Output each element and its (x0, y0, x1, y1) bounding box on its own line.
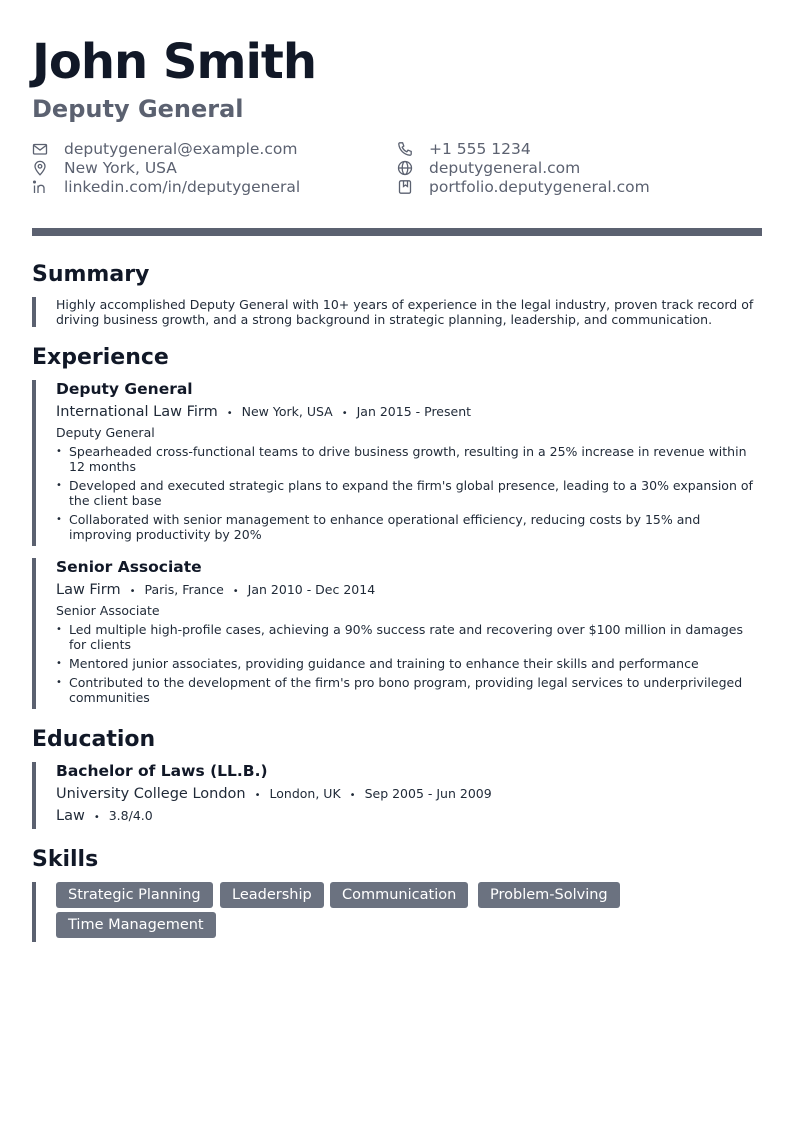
contact-phone[interactable] (397, 139, 531, 158)
contact-website[interactable] (397, 158, 580, 177)
job-dates: Jan 2010 - Dec 2014 (247, 582, 376, 597)
job-subtitle: Senior Associate (56, 603, 160, 618)
job-bullets (56, 622, 756, 709)
job-bullet: • Mentored junior associates, providing guidance and training to enhance their skills and performance (56, 656, 756, 671)
separator-dot: • (254, 790, 261, 801)
separator-dot: • (349, 790, 356, 801)
candidate-name: John Smith (32, 34, 317, 90)
degree-title: Bachelor of Laws (LL.B.) (56, 762, 268, 780)
skill-chip: Problem-Solving (478, 882, 620, 908)
separator-dot: • (226, 408, 233, 419)
education-dates: Sep 2005 - Jun 2009 (364, 786, 492, 801)
job-subtitle: Deputy General (56, 425, 155, 440)
bookmark-icon (397, 179, 413, 195)
skills-section (32, 882, 762, 942)
contact-location (32, 158, 177, 177)
school-name: University College London (56, 786, 246, 802)
contact-linkedin-text: linkedin.com/in/deputygeneral (64, 177, 301, 196)
job-title: Deputy General (56, 380, 193, 398)
summary-section (32, 297, 762, 327)
contact-portfolio[interactable] (397, 177, 650, 196)
education-heading: Education (32, 727, 156, 752)
header-divider (32, 228, 762, 236)
education-item (32, 762, 762, 829)
job-bullet: • Contributed to the development of the firm's pro bono program, providing legal services to underprivileged communities (56, 675, 756, 705)
globe-icon (397, 160, 413, 176)
summary-heading: Summary (32, 262, 150, 287)
job-bullet: • Led multiple high-profile cases, achieving a 90% success rate and recovering over $100 million in damages for clients (56, 622, 756, 652)
candidate-title: Deputy General (32, 95, 244, 123)
education-details (56, 807, 153, 827)
mail-icon (32, 141, 48, 157)
education-meta (56, 785, 492, 805)
job-bullets (56, 444, 756, 546)
job-meta (56, 581, 375, 601)
experience-item (32, 380, 762, 546)
job-location: New York, USA (241, 404, 333, 419)
separator-dot: • (93, 812, 100, 823)
job-dates: Jan 2015 - Present (356, 404, 472, 419)
job-bullet: • Spearheaded cross-functional teams to drive business growth, resulting in a 25% increase in revenue within 12 months (56, 444, 756, 474)
contact-location-text: New York, USA (64, 158, 177, 177)
skills-heading: Skills (32, 847, 99, 872)
contact-linkedin[interactable] (32, 177, 300, 196)
contact-email[interactable] (32, 139, 297, 158)
skill-chip: Leadership (220, 882, 324, 908)
phone-icon (397, 141, 413, 157)
experience-item (32, 558, 762, 709)
contact-phone-text: +1 555 1234 (429, 139, 531, 158)
school-location: London, UK (269, 786, 341, 801)
job-company: Law Firm (56, 582, 121, 598)
contact-email-text: deputygeneral@example.com (64, 139, 298, 158)
field-of-study: Law (56, 808, 85, 824)
job-bullet: • Developed and executed strategic plans to expand the firm's global presence, leading to a 30% expansion of the client base (56, 478, 756, 508)
experience-heading: Experience (32, 345, 169, 370)
separator-dot: • (341, 408, 348, 419)
job-meta (56, 403, 471, 423)
job-bullet: • Collaborated with senior management to enhance operational efficiency, reducing costs by 15% and improving productivity by 20% (56, 512, 756, 542)
job-company: International Law Firm (56, 404, 218, 420)
gpa: 3.8/4.0 (108, 808, 153, 823)
contact-portfolio-text: portfolio.deputygeneral.com (429, 177, 650, 196)
separator-dot: • (232, 586, 239, 597)
skill-chip: Strategic Planning (56, 882, 213, 908)
contact-website-text: deputygeneral.com (429, 158, 581, 177)
skill-chip: Time Management (56, 912, 216, 938)
summary-text: Highly accomplished Deputy General with 10+ years of experience in the legal industry, proven track record of driving business growth, and a strong background in strategic planning, leadership, and communication. (56, 297, 754, 327)
skill-chip: Communication (330, 882, 468, 908)
job-location: Paris, France (144, 582, 224, 597)
linkedin-icon (32, 179, 48, 195)
job-title: Senior Associate (56, 558, 202, 576)
separator-dot: • (129, 586, 136, 597)
contact-list (32, 139, 762, 199)
map-pin-icon (32, 160, 48, 176)
